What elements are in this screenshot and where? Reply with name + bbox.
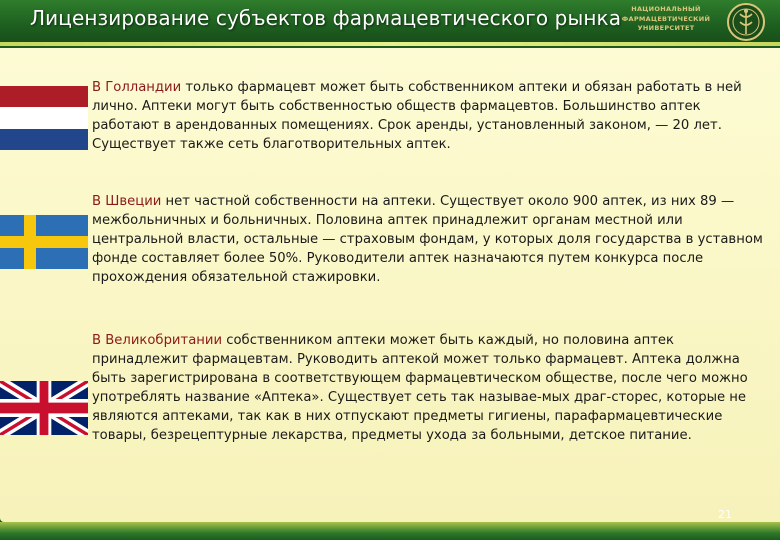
netherlands-flag-icon <box>0 86 88 150</box>
section-text: нет частной собственности на аптеки. Существует около 900 аптек, из них 89 — межбольничных и больничных. Половина аптек принадлежит органам местной или центральной власти, остальные — страховым фондам, у которых доля государства в уставном фонде составляет более 50%. Руководители аптек назначаются путем конкурса после прохождения обязательной стажировки. <box>92 194 763 285</box>
logo-text-line: УНИВЕРСИТЕТ <box>637 24 695 32</box>
university-emblem-icon <box>726 2 766 42</box>
logo-text <box>612 5 720 34</box>
page-title: Лицензирование субъектов фармацевтического рынка <box>30 6 622 30</box>
logo-text-line: НАЦИОНАЛЬНЫЙ <box>631 5 701 13</box>
page-number: 21 <box>718 508 732 521</box>
header-accent-stripe <box>0 42 780 46</box>
sweden-flag-icon <box>0 215 88 269</box>
section-sweden <box>92 192 768 287</box>
section-uk <box>92 331 768 445</box>
section-text: только фармацевт может быть собственником аптеки и обязан работать в ней лично. Аптеки могут быть собственностью обществ фармацевтов. Большинство аптек работают в арендованных помещениях. Срок аренды, установленный законом, — 20 лет. Существует также сеть благотворительных аптек. <box>92 80 742 152</box>
country-name: В Швеции <box>92 194 162 209</box>
uk-flag-icon <box>0 381 88 435</box>
section-netherlands <box>92 78 768 154</box>
header-bar <box>0 0 780 42</box>
logo-text-line: ФАРМАЦЕВТИЧЕСКИЙ <box>621 14 711 23</box>
country-name: В Великобритании <box>92 333 223 348</box>
country-name: В Голландии <box>92 80 182 95</box>
section-text: собственником аптеки может быть каждый, но половина аптек принадлежит фармацевтам. Руководить аптекой может только фармацевт. Аптека должна быть зарегистрирована в соответствующем фармацевтическом обществе, после чего можно употреблять название «Аптека». Существует сеть так называе-мых драг-сторес, которые не являются аптеками, так как в них отпускают предметы гигиены, парафармацевтические товары, безрецептурные лекарства, предметы ухода за больными, детское питание. <box>92 333 748 443</box>
university-logo <box>612 2 772 42</box>
footer-strip <box>0 522 780 540</box>
